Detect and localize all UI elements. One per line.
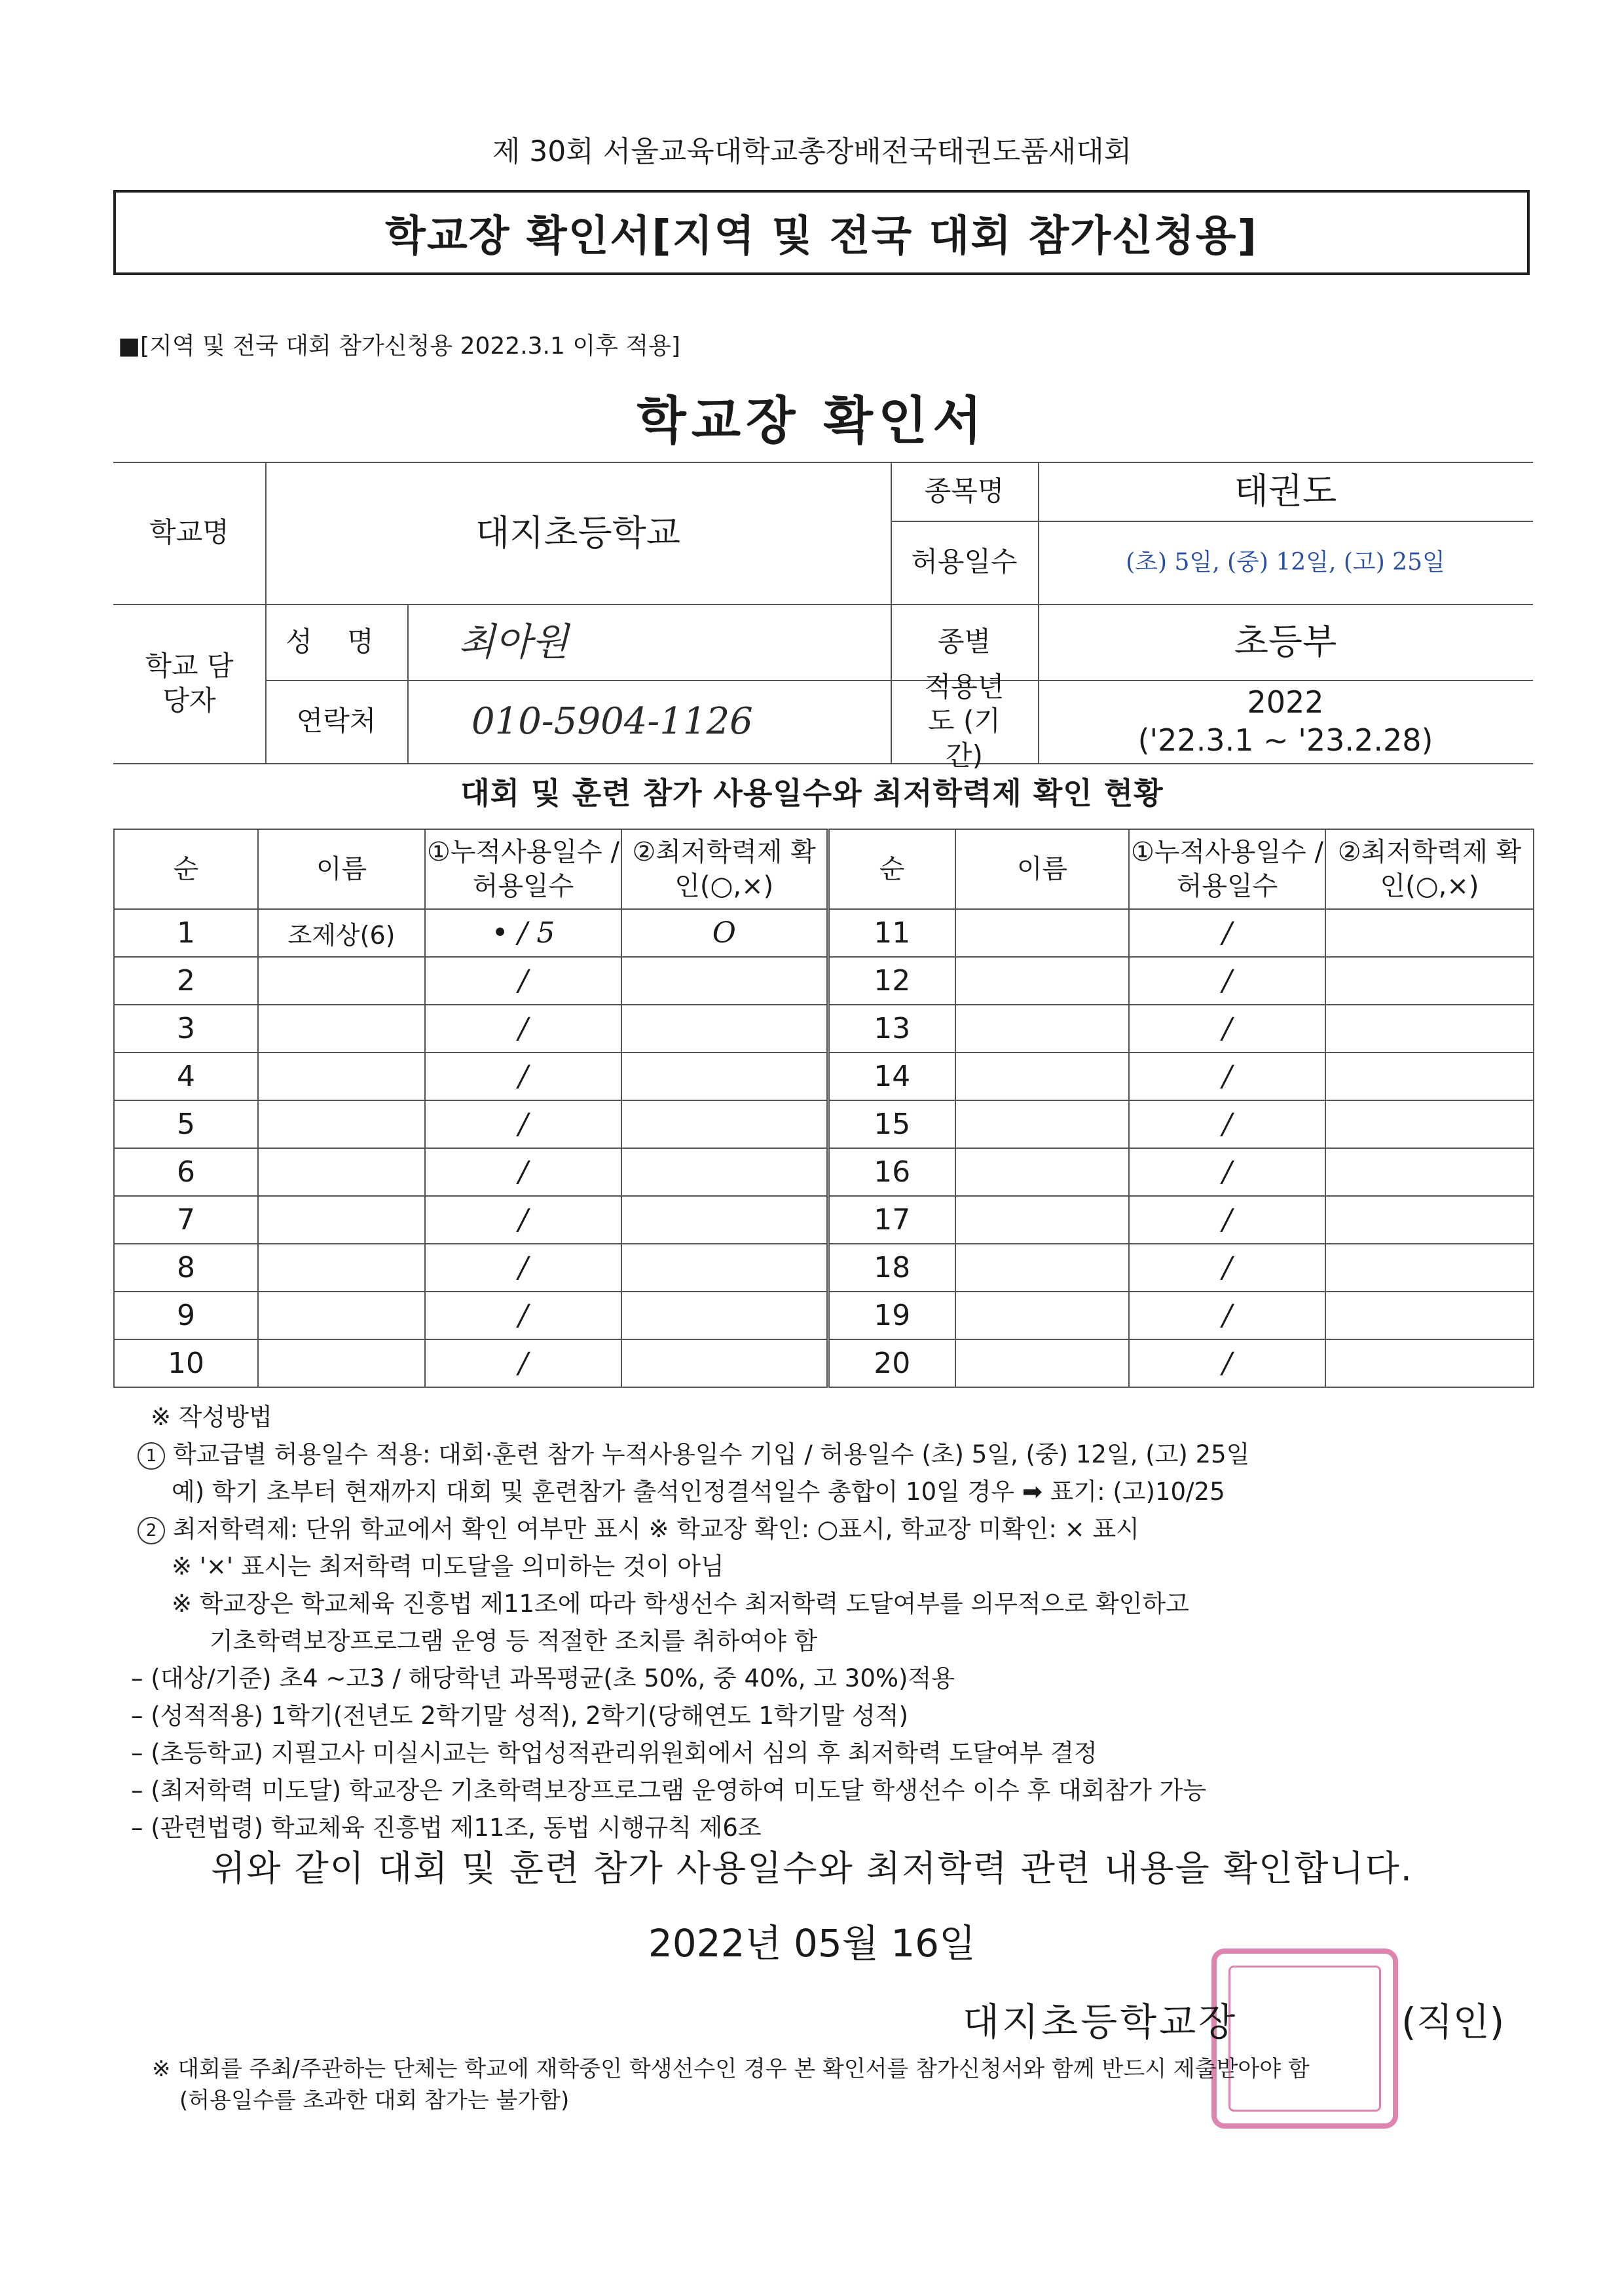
- contest-title: 제 30회 서울교육대학교총장배전국태권도품새대회: [492, 135, 1132, 168]
- days-used: /: [1129, 909, 1325, 957]
- row-number: 2: [114, 957, 258, 1005]
- name-label: 성 명: [286, 625, 387, 658]
- table-row: [114, 1053, 1534, 1100]
- academic-check: [621, 1244, 828, 1292]
- academic-check: [1325, 1292, 1534, 1339]
- division-value: 초등부: [1234, 621, 1337, 663]
- row-number: 13: [828, 1005, 955, 1053]
- table-row: [114, 1339, 1534, 1387]
- row-number: 17: [828, 1196, 955, 1244]
- row-number: 7: [114, 1196, 258, 1244]
- academic-check: [621, 1339, 828, 1387]
- days-used: /: [1129, 1053, 1325, 1100]
- days-used: /: [425, 1339, 621, 1387]
- issue-date: 2022년 05월 16일: [648, 1921, 976, 1966]
- principal-signature-label: 대지초등학교장: [963, 2000, 1238, 2044]
- days-used: /: [425, 1148, 621, 1196]
- academic-check: [621, 1196, 828, 1244]
- contact-handwritten: 010-5904-1126: [471, 700, 753, 743]
- footnote-line2: (허용일수를 초과한 대회 참가는 불가함): [179, 2087, 570, 2114]
- academic-check: [1325, 1339, 1534, 1387]
- student-name: [258, 1100, 425, 1148]
- col-days: ①누적사용일수 /허용일수: [1129, 829, 1325, 909]
- row-number: 10: [114, 1339, 258, 1387]
- student-name: [955, 1100, 1129, 1148]
- instruction-dash1: – (대상/기준) 초4 ~고3 / 해당학년 과목평균(초 50%, 중 40%, 고 30%)적용: [131, 1664, 955, 1692]
- circled-number-1: 1: [138, 1442, 165, 1470]
- days-used: /: [425, 957, 621, 1005]
- document-heading: 학교장 확인서: [637, 392, 987, 451]
- academic-check: [1325, 909, 1534, 957]
- col-name: 이름: [258, 829, 425, 909]
- manager-label: 학교 담당자: [145, 650, 234, 717]
- period-value: ('22.3.1 ~ '23.2.28): [1137, 722, 1433, 758]
- days-used: /: [425, 1196, 621, 1244]
- seal-label: (직인): [1401, 2000, 1505, 2044]
- instruction-item1-line2: 예) 학기 초부터 현재까지 대회 및 훈련참가 출석인정결석일수 총합이 10일 경우 ➡ 표기: (고)10/25: [172, 1478, 1225, 1506]
- academic-check: [621, 1005, 828, 1053]
- school-name-label: 학교명: [149, 516, 229, 549]
- days-used: /: [1129, 1339, 1325, 1387]
- academic-check: [621, 1292, 828, 1339]
- row-number: 18: [828, 1244, 955, 1292]
- days-used: /: [425, 1100, 621, 1148]
- days-used: /: [425, 1292, 621, 1339]
- instruction-item2-line1: 최저학력제: 단위 학교에서 확인 여부만 표시 ※ 학교장 확인: ○표시, 학교장 미확인: × 표시: [173, 1515, 1139, 1543]
- academic-check: [1325, 1196, 1534, 1244]
- instruction-note2-line2: 기초학력보장프로그램 운영 등 적절한 조치를 취하여야 함: [210, 1627, 818, 1655]
- student-name: [258, 1053, 425, 1100]
- event-value: 태권도: [1234, 470, 1337, 512]
- row-number: 20: [828, 1339, 955, 1387]
- row-number: 11: [828, 909, 955, 957]
- student-name: [258, 1196, 425, 1244]
- rule: [407, 604, 409, 763]
- roster-header-row: [114, 829, 1534, 909]
- days-used: /: [1129, 957, 1325, 1005]
- col-check: ②최저학력제 확인(○,×): [621, 829, 828, 909]
- row-number: 1: [114, 909, 258, 957]
- col-days: ①누적사용일수 /허용일수: [425, 829, 621, 909]
- student-name: [955, 1244, 1129, 1292]
- table-row: [114, 1148, 1534, 1196]
- row-number: 9: [114, 1292, 258, 1339]
- student-name: [258, 957, 425, 1005]
- allowed-days-label: 허용일수: [911, 546, 1018, 578]
- academic-check: [1325, 1005, 1534, 1053]
- academic-check: [1325, 1148, 1534, 1196]
- circled-number-2: 2: [138, 1517, 165, 1544]
- confirmation-statement: 위와 같이 대회 및 훈련 참가 사용일수와 최저학력 관련 내용을 확인합니다.: [211, 1848, 1413, 1889]
- student-name: [258, 1148, 425, 1196]
- student-name: [955, 1053, 1129, 1100]
- table-row: [114, 909, 1534, 957]
- student-name: [955, 1292, 1129, 1339]
- student-name: [955, 957, 1129, 1005]
- contact-label: 연락처: [296, 705, 377, 737]
- instruction-item1-line1: 학교급별 허용일수 적용: 대회·훈련 참가 누적사용일수 기입 / 허용일수 (초) 5일, (중) 12일, (고) 25일: [173, 1440, 1250, 1468]
- roster-title: 대회 및 훈련 참가 사용일수와 최저학력제 확인 현황: [460, 775, 1164, 811]
- school-name-value: 대지초등학교: [475, 512, 680, 553]
- table-row: [114, 1100, 1534, 1148]
- instruction-dash5: – (관련법령) 학교체육 진흥법 제11조, 동법 시행규칙 제6조: [131, 1814, 762, 1842]
- row-number: 3: [114, 1005, 258, 1053]
- days-used: /: [1129, 1100, 1325, 1148]
- row-number: 5: [114, 1100, 258, 1148]
- student-name: [258, 1292, 425, 1339]
- instruction-dash4: – (최저학력 미도달) 학교장은 기초학력보장프로그램 운영하여 미도달 학생선수 이수 후 대회참가 가능: [131, 1776, 1207, 1804]
- event-label: 종목명: [924, 474, 1005, 507]
- days-used: • / 5: [425, 909, 621, 957]
- student-name: [258, 1005, 425, 1053]
- days-used: /: [425, 1005, 621, 1053]
- row-number: 16: [828, 1148, 955, 1196]
- row-number: 12: [828, 957, 955, 1005]
- row-number: 14: [828, 1053, 955, 1100]
- allowed-days-value: (초) 5일, (중) 12일, (고) 25일: [1126, 549, 1445, 576]
- instruction-dash2: – (성적적용) 1학기(전년도 2학기말 성적), 2학기(당해연도 1학기말 성적): [131, 1702, 908, 1730]
- academic-check: [621, 1148, 828, 1196]
- col-check: ②최저학력제 확인(○,×): [1325, 829, 1534, 909]
- instructions: [131, 1398, 1552, 1846]
- academic-check: [1325, 1244, 1534, 1292]
- col-name: 이름: [955, 829, 1129, 909]
- instruction-note1: ※ '×' 표시는 최저학력 미도달을 의미하는 것이 아님: [172, 1552, 724, 1580]
- row-number: 19: [828, 1292, 955, 1339]
- col-no: 순: [114, 829, 258, 909]
- days-used: /: [1129, 1292, 1325, 1339]
- student-name: [955, 1196, 1129, 1244]
- student-name: [258, 1339, 425, 1387]
- academic-check: [1325, 957, 1534, 1005]
- year-value: 2022: [1247, 684, 1324, 720]
- days-used: /: [1129, 1244, 1325, 1292]
- row-number: 8: [114, 1244, 258, 1292]
- row-number: 4: [114, 1053, 258, 1100]
- year-label: 적용년도 (기간): [924, 670, 1005, 772]
- student-name: [955, 1005, 1129, 1053]
- academic-check: [1325, 1100, 1534, 1148]
- footnote-line1: ※ 대회를 주최/주관하는 단체는 학교에 재학중인 학생선수인 경우 본 확인서를 참가신청서와 함께 반드시 제출받아야 함: [152, 2056, 1310, 2082]
- student-name: [955, 1148, 1129, 1196]
- academic-check: O: [621, 909, 828, 957]
- year-value-cell: [1038, 680, 1533, 763]
- academic-check: [621, 1100, 828, 1148]
- manager-name-handwritten: 최아원: [458, 619, 569, 664]
- instruction-dash3: – (초등학교) 지필고사 미실시교는 학업성적관리위원회에서 심의 후 최저학력 도달여부 결정: [131, 1739, 1098, 1767]
- table-row: [114, 1244, 1534, 1292]
- table-row: [114, 1292, 1534, 1339]
- division-label: 종별: [937, 625, 991, 658]
- instruction-note2-line1: ※ 학교장은 학교체육 진흥법 제11조에 따라 학생선수 최저학력 도달여부를 의무적으로 확인하고: [172, 1590, 1189, 1618]
- academic-check: [621, 1053, 828, 1100]
- days-used: /: [1129, 1148, 1325, 1196]
- days-used: /: [1129, 1196, 1325, 1244]
- student-name: [955, 1339, 1129, 1387]
- col-no: 순: [828, 829, 955, 909]
- document-title-box: 학교장 확인서[지역 및 전국 대회 참가신청용]: [113, 190, 1530, 275]
- table-row: [114, 1196, 1534, 1244]
- student-name: 조제상(6): [258, 909, 425, 957]
- row-number: 15: [828, 1100, 955, 1148]
- student-name: [258, 1244, 425, 1292]
- academic-check: [1325, 1053, 1534, 1100]
- notice-line: ■[지역 및 전국 대회 참가신청용 2022.3.1 이후 적용]: [118, 333, 680, 360]
- footnote: [152, 2053, 1547, 2116]
- instructions-heading: ※ 작성방법: [151, 1403, 272, 1431]
- days-used: /: [1129, 1005, 1325, 1053]
- academic-check: [621, 957, 828, 1005]
- student-name: [955, 909, 1129, 957]
- roster-table: [113, 829, 1534, 1388]
- table-row: [114, 957, 1534, 1005]
- days-used: /: [425, 1244, 621, 1292]
- days-used: /: [425, 1053, 621, 1100]
- rule: [113, 763, 1533, 764]
- row-number: 6: [114, 1148, 258, 1196]
- table-row: [114, 1005, 1534, 1053]
